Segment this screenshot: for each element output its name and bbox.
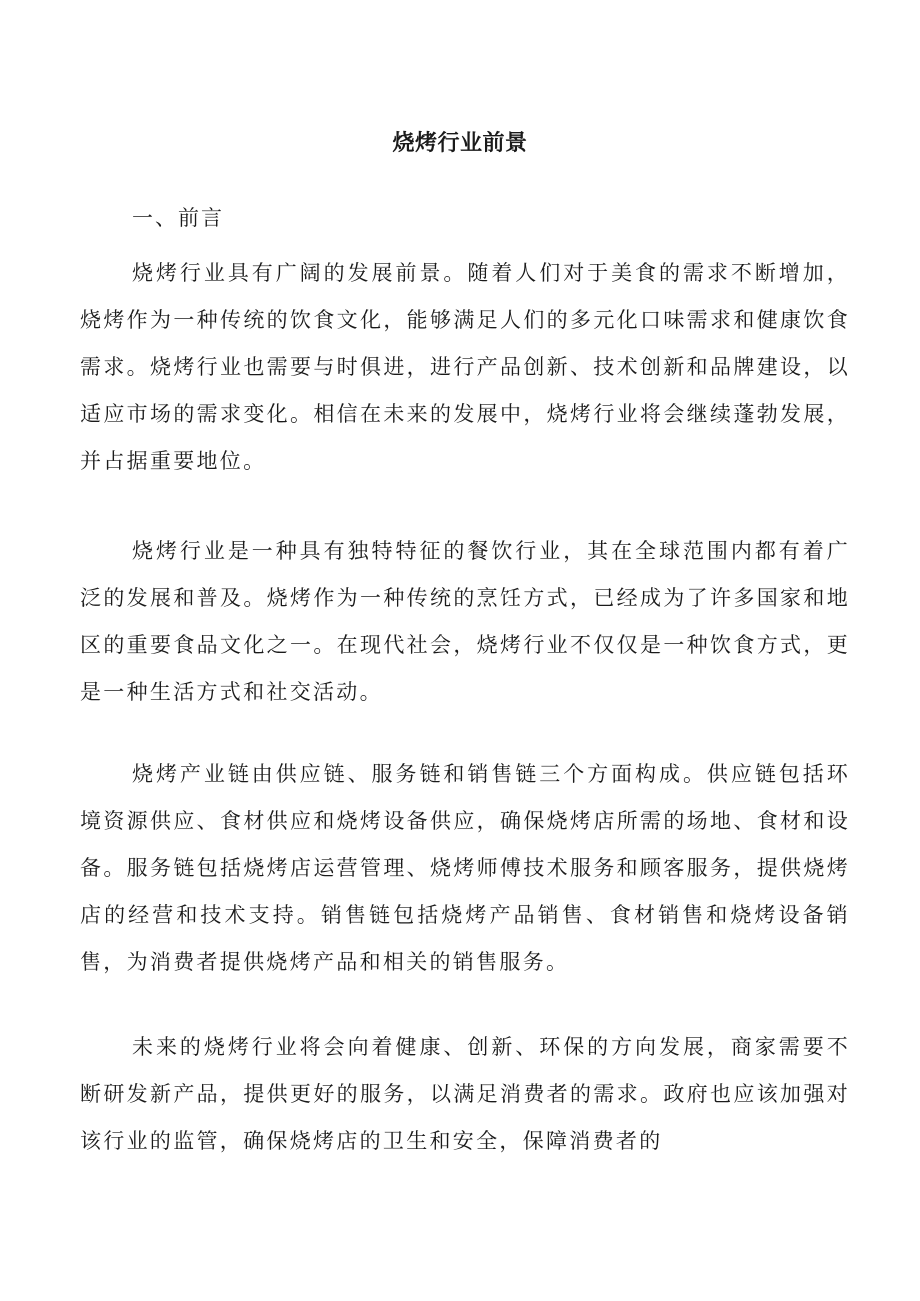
section-heading-preface: 一、前言 — [132, 206, 224, 230]
document-title: 烧烤行业前景 — [392, 131, 528, 156]
paragraph-3: 烧烤产业链由供应链、服务链和销售链三个方面构成。供应链包括环境资源供应、食材供应和烧烤设备供应，确保烧烤店所需的场地、食材和设备。服务链包括烧烤店运营管理、烧烤师傅技术服务和顾客服务，提供烧烤店的经营和技术支持。销售链包括烧烤产品销售、食材销售和烧烤设备销售，为消费者提供烧烤产品和相关的销售服务。 — [80, 762, 850, 974]
paragraph-2: 烧烤行业是一种具有独特特征的餐饮行业，其在全球范围内都有着广泛的发展和普及。烧烤作为一种传统的烹饪方式，已经成为了许多国家和地区的重要食品文化之一。在现代社会，烧烤行业不仅仅是一种饮食方式，更是一种生活方式和社交活动。 — [80, 539, 850, 704]
paragraph-4: 未来的烧烤行业将会向着健康、创新、环保的方向发展，商家需要不断研发新产品，提供更好的服务，以满足消费者的需求。政府也应该加强对该行业的监管，确保烧烤店的卫生和安全，保障消费者的 — [80, 1035, 850, 1153]
paragraph-1: 烧烤行业具有广阔的发展前景。随着人们对于美食的需求不断增加，烧烤作为一种传统的饮食文化，能够满足人们的多元化口味需求和健康饮食需求。烧烤行业也需要与时俱进，进行产品创新、技术创新和品牌建设，以适应市场的需求变化。相信在未来的发展中，烧烤行业将会继续蓬勃发展，并占据重要地位。 — [80, 261, 850, 473]
